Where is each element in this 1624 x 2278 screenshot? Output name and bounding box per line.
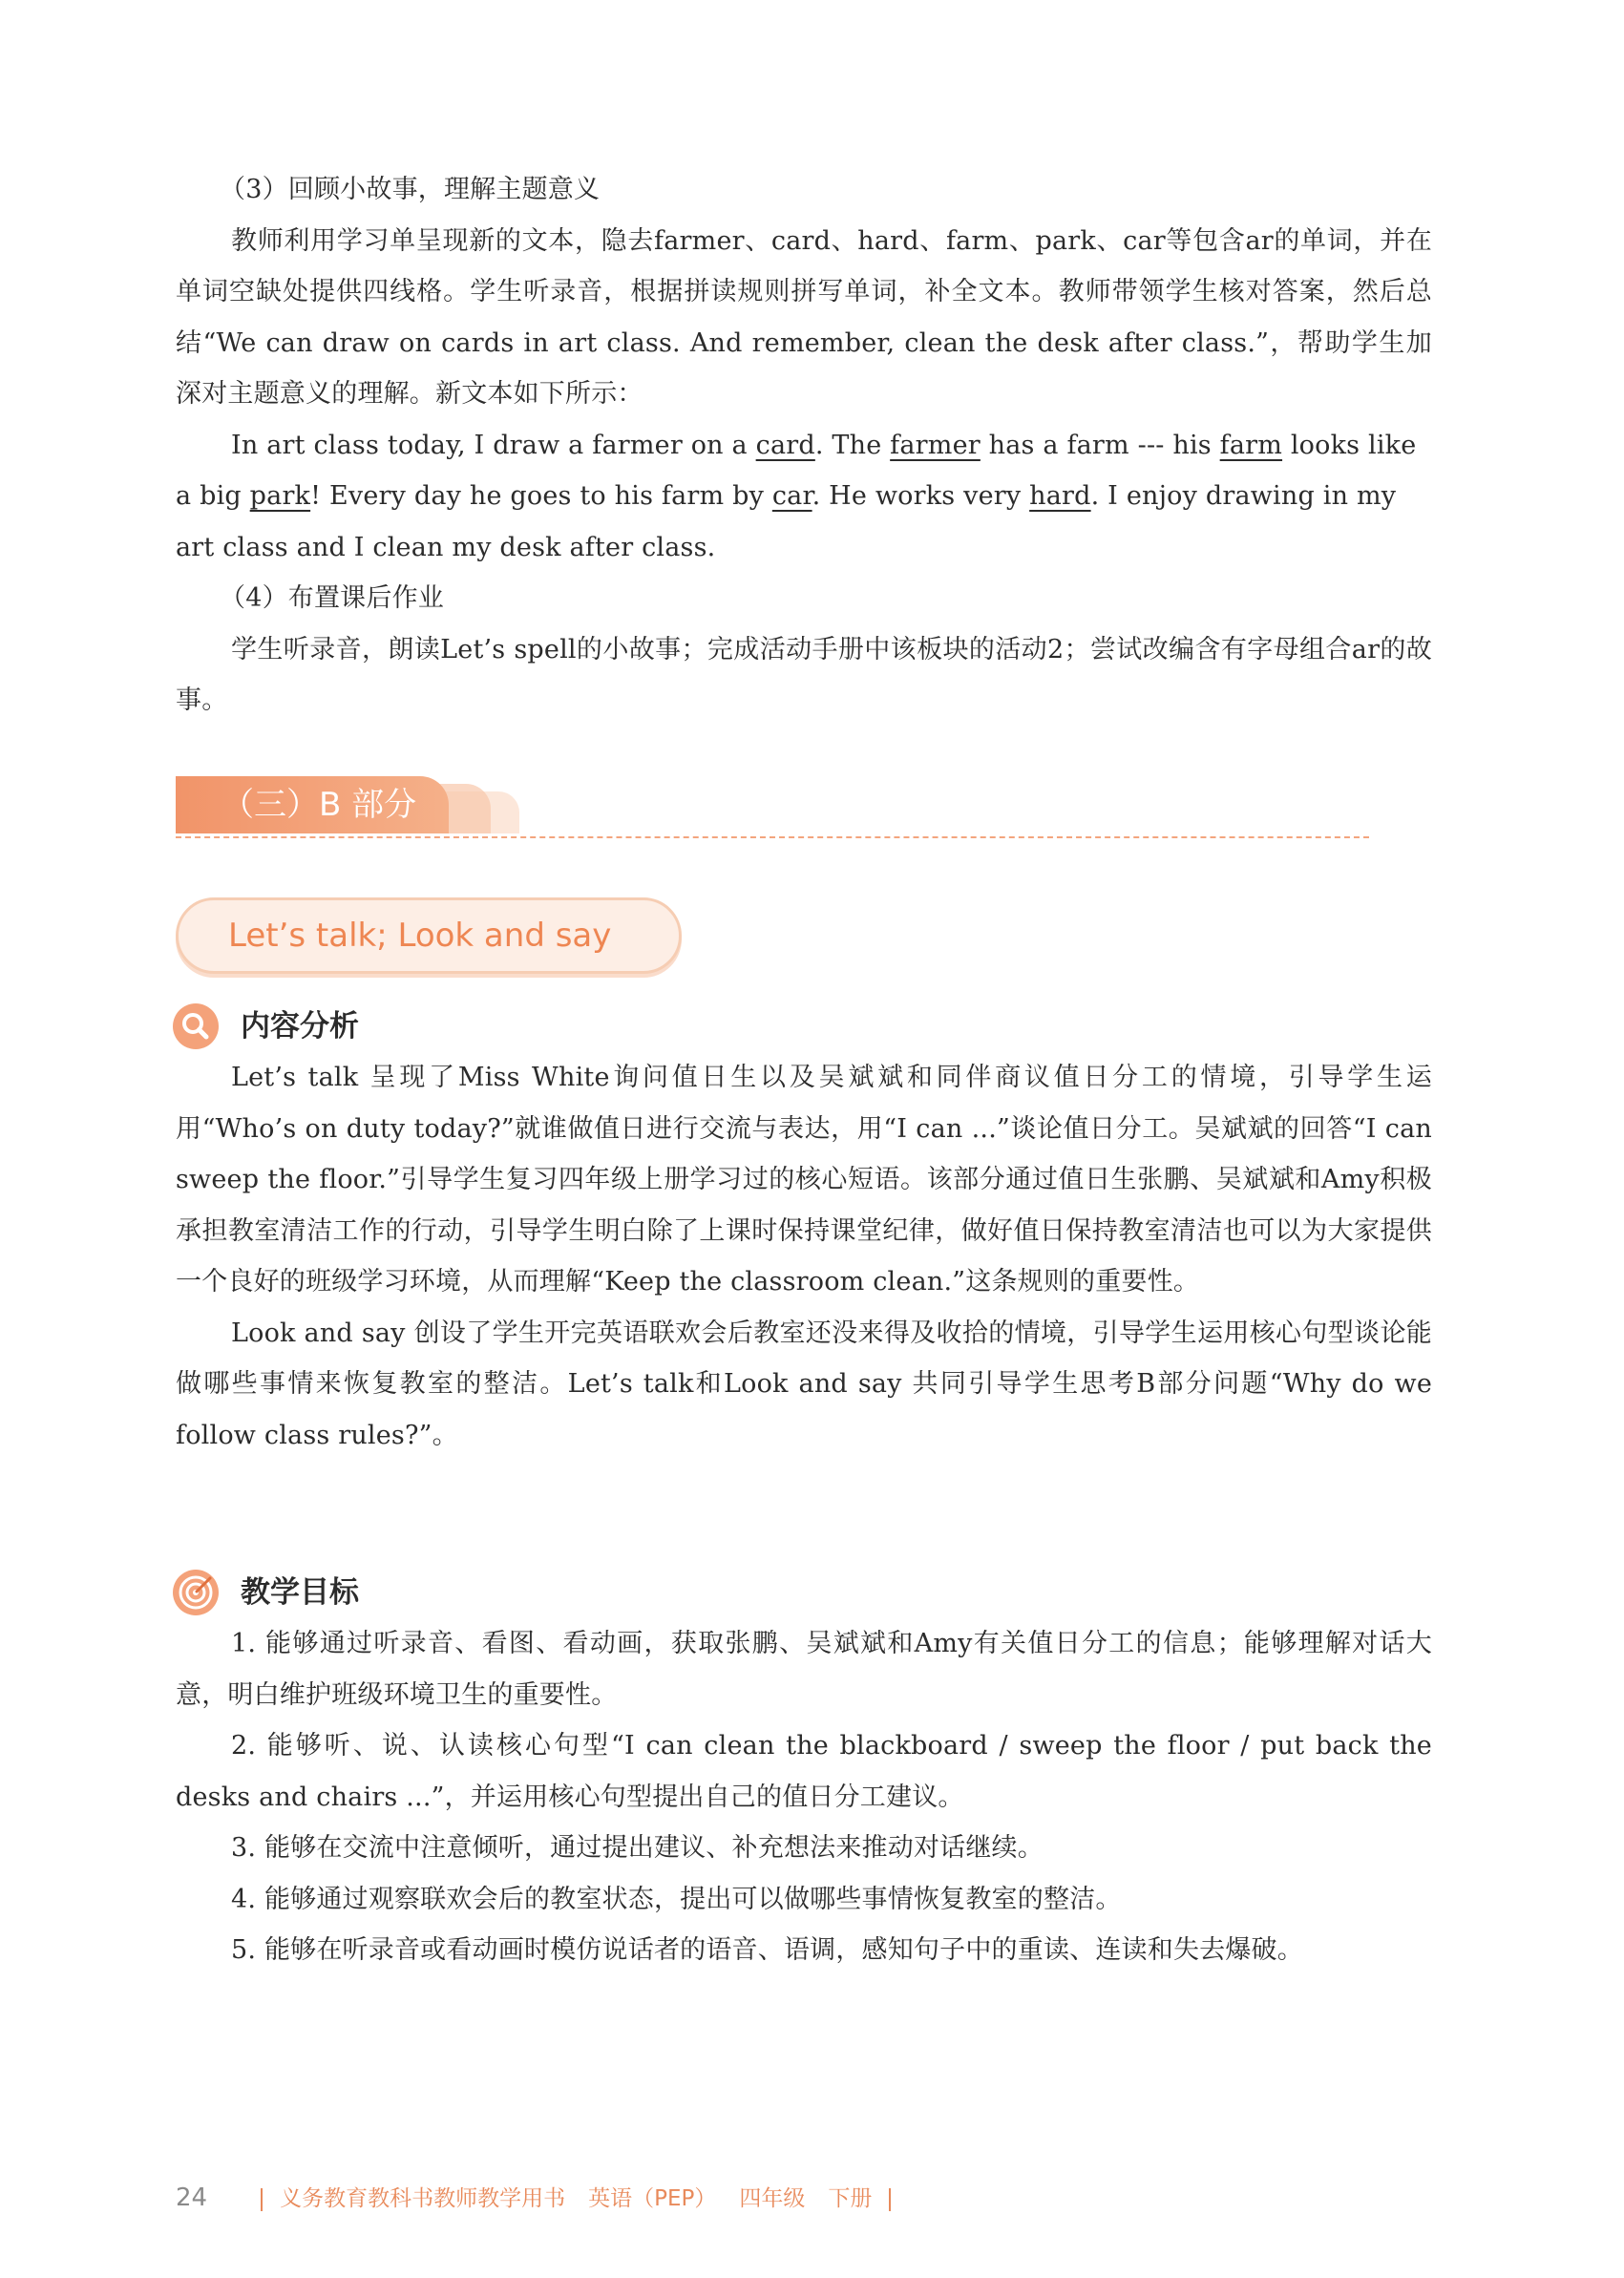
analysis-paragraph: Look and say 创设了学生开完英语联欢会后教室还没来得及收拾的情境，引导学生运用核心句型谈论能做哪些事情来恢复教室的整洁。Let’s talk和Look and say 共同引导学生思考B部分问题“Why do we follow class rules?”。	[176, 1318, 1432, 1450]
word-park: park	[249, 481, 311, 511]
footer-subject: 英语（PEP）	[588, 2186, 717, 2211]
word-car: car	[771, 481, 812, 511]
section-divider	[176, 836, 1369, 838]
word-farmer: farmer	[890, 430, 981, 460]
section-banner	[176, 776, 1369, 838]
page-footer	[176, 2182, 908, 2214]
objectives-list	[176, 1618, 1432, 1976]
objective-item: 3. 能够在交流中注意倾听，通过提出建议、补充想法来推动对话继续。	[231, 1833, 1044, 1863]
step3-title: （3）回顾小故事，理解主题意义	[220, 175, 601, 204]
content-analysis-title: 内容分析	[241, 1009, 359, 1044]
objective-item: 5. 能够在听录音或看动画时模仿说话者的语音、语调，感知句子中的重读、连读和失去爆破。	[231, 1935, 1303, 1965]
word-card: card	[755, 430, 815, 460]
word-farm: farm	[1219, 430, 1283, 460]
step4-paragraph: 学生听录音，朗读Let’s spell的小故事；完成活动手册中该板块的活动2；尝试改编含有字母组合ar的故事。	[176, 634, 1432, 715]
footer-separator	[889, 2188, 891, 2211]
objective-item: 4. 能够通过观察联欢会后的教室状态，提出可以做哪些事情恢复教室的整洁。	[231, 1884, 1122, 1914]
step3-paragraph: 教师利用学习单呈现新的文本，隐去farmer、card、hard、farm、park、car等包含ar的单词，并在单词空缺处提供四线格。学生听录音，根据拼读规则拼写单词，补全文本。教师带领学生核对答案，然后总结“We can draw on cards in art class. And remember, clean the desk after class.”，帮助学生加深对主题意义的理解。新文本如下所示：	[176, 225, 1432, 409]
word-hard: hard	[1029, 481, 1091, 511]
objective-item: 2. 能够听、说、认读核心句型“I can clean the blackboard / sweep the floor / put back the desks and chairs ...”，并运用核心句型提出自己的值日分工建议。	[176, 1731, 1432, 1812]
footer-book-title: 义务教育教科书教师教学用书	[280, 2186, 566, 2211]
magnifier-icon	[172, 1002, 220, 1050]
analysis-paragraph: Let’s talk 呈现了Miss White询问值日生以及吴斌斌和同伴商议值日分工的情境，引导学生运用“Who’s on duty today?”就谁做值日进行交流与表达，用“I can ...”谈论值日分工。吴斌斌的回答“I can sweep the floor.”引导学生复习四年级上册学习过的核心短语。该部分通过值日生张鹏、吴斌斌和Amy积极承担教室清洁工作的行动，引导学生明白除了上课时保持课堂纪律，做好值日保持教室清洁也可以为大家提供一个良好的班级学习环境，从而理解“Keep the classroom clean.”这条规则的重要性。	[176, 1063, 1432, 1297]
section-title: （三）B 部分	[176, 776, 449, 833]
part-a-text	[176, 164, 1432, 727]
objectives-title: 教学目标	[241, 1575, 359, 1610]
story-paragraph: In art class today, I draw a farmer on a card. The farmer has a farm --- his farm looks like a big park! Every day he goes to his farm by car. He works very hard. I enjoy drawing in my art class and I clean my desk after class.	[176, 430, 1417, 562]
footer-volume: 下册	[828, 2186, 873, 2211]
footer-grade: 四年级	[739, 2186, 806, 2211]
target-icon	[172, 1569, 220, 1616]
page-number: 24	[176, 2183, 208, 2212]
content-analysis-text	[176, 1052, 1432, 1461]
step4-title: （4）布置课后作业	[220, 583, 444, 613]
objective-item: 1. 能够通过听录音、看图、看动画，获取张鹏、吴斌斌和Amy有关值日分工的信息；能够理解对话大意，明白维护班级环境卫生的重要性。	[176, 1629, 1432, 1710]
footer-separator	[261, 2188, 263, 2211]
lesson-pill-label: Let’s talk; Look and say	[176, 897, 682, 974]
